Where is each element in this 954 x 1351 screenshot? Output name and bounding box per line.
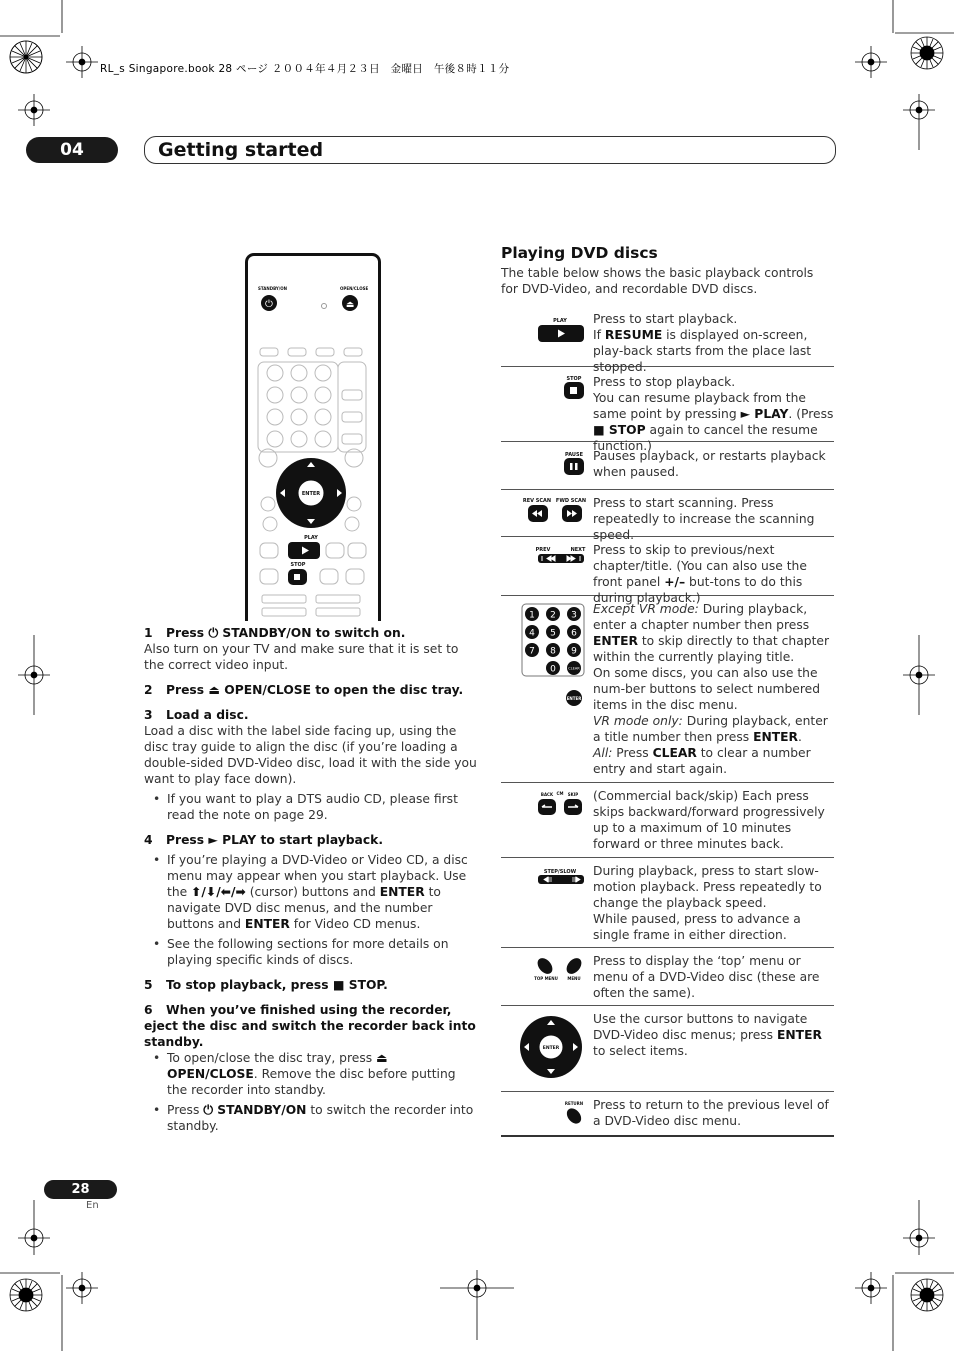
pause-button-icon <box>501 442 589 487</box>
play-button-icon <box>501 310 589 360</box>
playing-dvd-heading: Playing DVD discs <box>501 244 658 262</box>
svg-text:CM: CM <box>556 791 564 796</box>
remote-play-label: PLAY <box>304 535 318 541</box>
number-key-label: 1 <box>529 610 535 621</box>
step-3: 3 Load a disc. <box>144 708 249 722</box>
step-2: 2 Press ⏏ OPEN/CLOSE to open the disc tray. <box>144 683 464 697</box>
table-row-play: PLAY Press to start playback. If RESUME is displayed on-screen, play-back starts from the place last stopped. <box>501 310 834 367</box>
print-header: RL_s Singapore.book 28 ページ ２００４年４月２３日 金曜日 午後８時１１分 <box>100 63 510 75</box>
step-4-bullet-1: • If you’re playing a DVD-Video or Video CD, a disc menu may appear when you start playback. Use the ⬆/⬇/⬅/➡ (cursor) buttons and ENTER to navigate DVD disc menus, and the number buttons and ENTER for Video CD menus. <box>144 852 477 932</box>
chapter-title-bar <box>144 136 836 164</box>
svg-text:ENTER: ENTER <box>542 1046 560 1051</box>
table-row-menu: TOP MENU MENU Press to display the ‘top’ menu or menu of a DVD-Video disc (these are often the same). <box>501 948 834 1006</box>
step-5: 5 To stop playback, press ■ STOP. <box>144 978 388 992</box>
svg-text:NEXT: NEXT <box>570 547 586 553</box>
table-row-cursor: ENTER Use the cursor buttons to navigate DVD-Video disc menus; press ENTER to select items. <box>501 1006 834 1092</box>
stop-button-icon <box>501 368 589 418</box>
table-row-pause: PAUSE Pauses playback, or restarts playback when paused. <box>501 442 834 490</box>
svg-text:REV SCAN: REV SCAN <box>522 498 552 504</box>
svg-text:SKIP: SKIP <box>567 792 579 797</box>
chapter-title: Getting started <box>158 139 324 161</box>
table-row-number-buttons: 1 2 3 4 5 6 7 8 9 0 CLEAR ENTER Except VR mode: During playback, enter a chapter number then press ENTER to skip directly to that chapter within the currently playing title. On some discs, you can also use the num-ber buttons to select numbered items in the disc menu. VR mode only: During playback, enter a title number then press ENTER. All: Press CLEAR to clear a number entry and start again. <box>501 596 834 783</box>
svg-text:TOP MENU: TOP MENU <box>534 976 558 981</box>
number-key-label: 8 <box>550 646 556 657</box>
table-row-stop: STOP Press to stop playback. You can resume playback from the same point by pressing ► PLAY. (Press ■ STOP again to cancel the resume function.) <box>501 368 834 442</box>
svg-text:⏏: ⏏ <box>345 300 355 310</box>
number-key-label: 7 <box>529 646 535 657</box>
standby-icon: ⏻ <box>208 626 219 640</box>
steps-column <box>144 625 477 1134</box>
eject-icon: ⏏ <box>376 1051 388 1065</box>
svg-text:PREV: PREV <box>535 547 551 553</box>
cm-skip-buttons-icon <box>501 783 589 828</box>
svg-text:FWD SCAN: FWD SCAN <box>555 498 587 504</box>
svg-text:RETURN: RETURN <box>564 1101 584 1106</box>
number-key-label: CLEAR <box>568 666 580 671</box>
number-key-label: 4 <box>529 628 535 639</box>
standby-icon: ⏻ <box>203 1103 214 1117</box>
eject-icon: ⏏ <box>208 683 220 697</box>
remote-open-close-label: OPEN/CLOSE <box>340 286 369 291</box>
menu-buttons-icon <box>501 948 589 993</box>
remote-stop-label: STOP <box>290 562 306 568</box>
svg-text:PLAY: PLAY <box>553 318 567 324</box>
step-4-bullet-2: • See the following sections for more details on playing specific kinds of discs. <box>144 936 477 968</box>
remote-control-drawing <box>248 256 378 621</box>
step-3-text: Load a disc with the label side facing up, using the disc tray guide to align the disc (if you’re loading a double-sided DVD-Video disc, load it with the side you want to play face down). <box>144 724 477 786</box>
svg-text:PAUSE: PAUSE <box>565 452 583 458</box>
play-icon: ► <box>208 833 218 847</box>
return-button-icon <box>501 1092 589 1135</box>
playing-dvd-intro: The table below shows the basic playback controls for DVD-Video, and recordable DVD discs. <box>501 266 814 296</box>
cursor-arrows-icon: ⬆/⬇/⬅/➡ <box>191 885 246 899</box>
chapter-number: 04 <box>26 137 118 163</box>
number-key-label: 5 <box>550 628 556 639</box>
number-key-label: 0 <box>550 664 556 675</box>
svg-text:STEP/SLOW: STEP/SLOW <box>543 869 577 875</box>
svg-text:⏻: ⏻ <box>265 299 273 310</box>
table-row-return: RETURN Press to return to the previous level of a DVD-Video disc menu. <box>501 1092 834 1137</box>
remote-enter-label: ENTER <box>301 491 321 497</box>
svg-text:BACK: BACK <box>540 792 554 797</box>
number-key-label: 3 <box>571 610 577 621</box>
number-key-label: 6 <box>571 628 577 639</box>
step-3-bullet: • If you want to play a DTS audio CD, please first read the note on page 29. <box>144 791 477 823</box>
page-language: En <box>86 1200 99 1211</box>
step-4: 4 Press ► PLAY to start playback. <box>144 833 383 847</box>
svg-text:MENU: MENU <box>567 976 581 981</box>
number-key-label: 2 <box>550 610 556 621</box>
table-row-step-slow: STEP/SLOW During playback, press to start slow-motion playback. Press repeatedly to change the playback speed. While paused, press to advance a single frame in either direction. <box>501 858 834 948</box>
number-buttons-icon <box>501 596 589 716</box>
svg-text:STOP: STOP <box>566 376 582 382</box>
step-6-bullet-1: • To open/close the disc tray, press ⏏ OPEN/CLOSE. Remove the disc before putting the recorder into standby. <box>144 1050 477 1098</box>
scan-buttons-icon <box>501 490 589 535</box>
remote-standby-label: STANDBY/ON <box>258 286 287 291</box>
step-1: 1 Press ⏻ STANDBY/ON to switch on. <box>144 626 406 640</box>
number-key-label: 9 <box>571 646 577 657</box>
step-6: 6 When you’ve finished using the recorder, eject the disc and switch the recorder back into standby. <box>144 1003 476 1049</box>
page-number: 28 <box>44 1180 117 1199</box>
controls-table <box>501 310 834 1137</box>
table-row-skip: PREV NEXT Press to skip to previous/next chapter/title. (You can also use the front panel +/– but-tons to do this during playback.) <box>501 537 834 596</box>
remote-control-illustration <box>245 253 381 621</box>
step-6-bullet-2: • Press ⏻ STANDBY/ON to switch the recorder into standby. <box>144 1102 477 1134</box>
cursor-pad-icon <box>501 1006 589 1091</box>
skip-buttons-icon <box>501 537 589 582</box>
table-row-scan: REV SCAN FWD SCAN Press to start scanning. Press repeatedly to increase the scanning speed. <box>501 490 834 537</box>
step-slow-button-icon <box>501 858 589 903</box>
svg-text:ENTER: ENTER <box>566 696 582 701</box>
stop-icon: ■ <box>332 978 345 992</box>
table-row-commercial-skip: BACK CM SKIP (Commercial back/skip) Each press skips backward/forward progressively up to a maximum of 10 minutes forward or three minutes back. <box>501 783 834 858</box>
step-1-text: Also turn on your TV and make sure that it is set to the correct video input. <box>144 642 459 672</box>
